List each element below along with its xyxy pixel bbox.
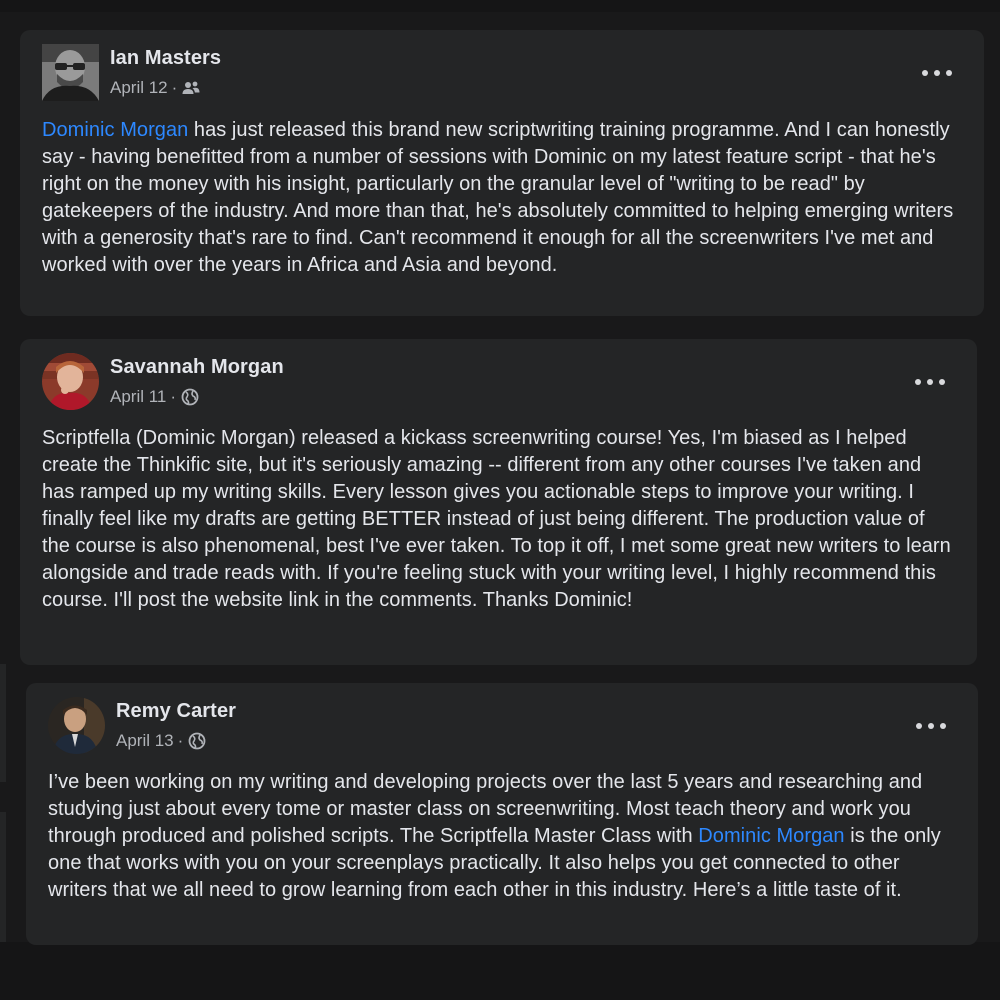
globe-icon[interactable] [181,388,199,406]
friends-icon[interactable] [182,79,200,97]
post-body [42,117,964,279]
post-body [48,769,958,904]
post-card [20,30,984,316]
left-edge-fragment [0,812,6,942]
top-divider [0,0,1000,12]
author-name[interactable]: Remy Carter [116,700,237,722]
mention-link[interactable]: Dominic Morgan [42,119,189,141]
more-options-dot [939,379,945,385]
avatar[interactable] [42,44,99,101]
post-text: has just released this brand new scriptwriting training programme. And I can honestly say - having benefitted from a number of sessions with Dominic on my latest feature script - that he's right on the money with his insight, particularly on the granular level of "writing to be read" by gatekeepers of the industry. And more than that, he's absolutely committed to helping emerging writers with a generosity that's rare to find. Can't recommend it enough for all the screenwriters I've met and worked with over the years in Africa and Asia and beyond. [42,119,954,276]
author-name[interactable]: Savannah Morgan [110,356,284,378]
more-options-dot [946,70,952,76]
more-options-button[interactable] [922,64,952,82]
post-card [20,339,977,665]
avatar[interactable] [42,353,99,410]
meta-separator: · [170,387,177,406]
meta-separator: · [177,731,184,750]
post-header [48,697,956,757]
avatar-image [48,697,105,754]
more-options-button[interactable] [916,717,946,735]
mention-link[interactable]: Dominic Morgan [698,825,845,847]
more-options-dot [927,379,933,385]
more-options-button[interactable] [915,373,945,391]
meta-separator: · [171,78,178,97]
avatar-image [42,353,99,410]
post-meta [116,731,206,751]
globe-icon[interactable] [188,732,206,750]
post-header [42,353,955,413]
more-options-dot [922,70,928,76]
post-date[interactable]: April 12 [110,78,168,97]
more-options-dot [934,70,940,76]
more-options-dot [916,723,922,729]
post-header [42,44,962,104]
post-text: I’ve been working on my writing and developing projects over the last 5 years and researching and studying just about every tome or master class on screenwriting. Most teach theory and work you through produced and polished scripts. The Scriptfella Master Class with [48,771,923,847]
more-options-dot [928,723,934,729]
post-card [26,683,978,945]
bottom-divider [0,942,1000,1000]
post-body: Scriptfella (Dominic Morgan) released a kickass screenwriting course! Yes, I'm biased as I helped create the Thinkific site, but it's seriously amazing -- different from any other courses I've taken and has ramped up my writing skills. Every lesson gives you actionable steps to improve your writing. I finally feel like my drafts are getting BETTER instead of just being different. The production value of the course is also phenomenal, best I've ever taken. To top it off, I met some great new writers to learn alongside and trade reads with. If you're feeling stuck with your writing level, I highly recommend this course. I'll post the website link in the comments. Thanks Dominic! [42,427,951,611]
post-meta [110,387,199,407]
post-text: is the only one that works with you on your screenplays practically. It also helps you get connected to other writers that we all need to grow learning from each other in this industry. Here’s a little taste of it. [48,825,941,901]
post-date[interactable]: April 11 [110,387,167,406]
author-name[interactable]: Ian Masters [110,47,222,69]
more-options-dot [915,379,921,385]
avatar[interactable] [48,697,105,754]
post-date[interactable]: April 13 [116,731,174,750]
more-options-dot [940,723,946,729]
left-edge-fragment [0,664,6,782]
avatar-image [42,44,99,101]
post-meta [110,78,200,98]
